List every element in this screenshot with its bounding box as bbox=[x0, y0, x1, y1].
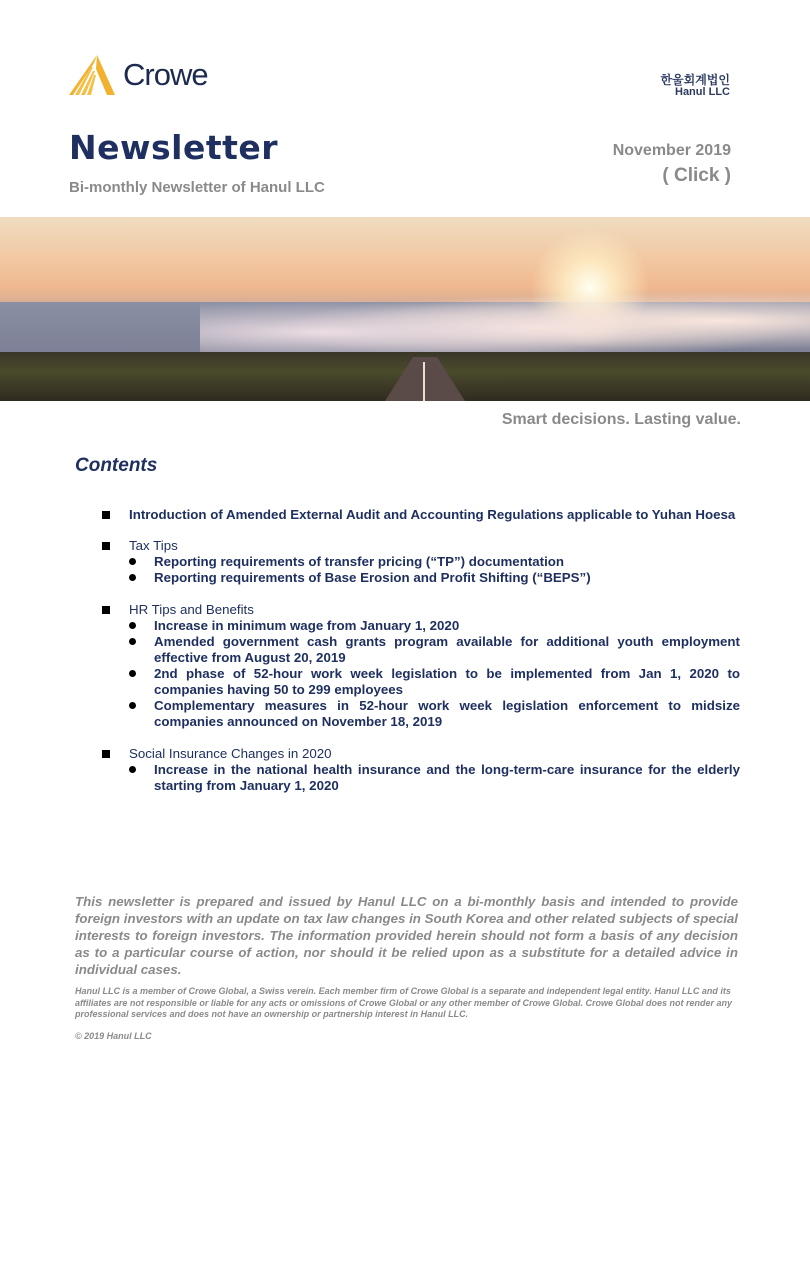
click-link[interactable]: ( Click ) bbox=[662, 165, 731, 186]
round-bullet-icon bbox=[129, 558, 136, 565]
round-bullet-icon bbox=[129, 638, 136, 645]
firm-name-korean: 한울회계법인 bbox=[660, 73, 730, 87]
square-bullet-icon bbox=[102, 750, 110, 758]
copyright-notice: © 2019 Hanul LLC bbox=[75, 1031, 152, 1041]
crowe-logo bbox=[69, 55, 219, 97]
toc-item-label[interactable]: Increase in the national health insurance and the long-term-care insurance for the elderly starting from January 1, 2020 bbox=[154, 762, 740, 793]
table-of-contents bbox=[100, 507, 740, 810]
toc-item-label[interactable]: Amended government cash grants program available for additional youth employment effective from August 20, 2019 bbox=[154, 634, 740, 665]
square-bullet-icon bbox=[102, 542, 110, 550]
toc-section-tax-tips bbox=[100, 538, 740, 586]
issue-date: November 2019 bbox=[612, 142, 731, 159]
round-bullet-icon bbox=[129, 702, 136, 709]
logo-text: Crowe bbox=[123, 57, 208, 92]
square-bullet-icon bbox=[102, 606, 110, 614]
toc-item-label[interactable]: Reporting requirements of transfer pricing (“TP”) documentation bbox=[154, 554, 565, 569]
round-bullet-icon bbox=[129, 574, 136, 581]
newsletter-subtitle: Bi-monthly Newsletter of Hanul LLC bbox=[69, 179, 325, 196]
contents-heading: Contents bbox=[75, 455, 158, 476]
toc-item-label[interactable]: 2nd phase of 52-hour work week legislation to be implemented from Jan 1, 2020 to companies having 50 to 299 employees bbox=[154, 666, 740, 697]
tagline: Smart decisions. Lasting value. bbox=[501, 411, 741, 428]
firm-name-block bbox=[660, 74, 730, 98]
toc-item[interactable] bbox=[127, 666, 740, 698]
toc-item[interactable] bbox=[127, 698, 740, 730]
round-bullet-icon bbox=[129, 622, 136, 629]
crowe-peak-icon bbox=[69, 55, 115, 97]
banner-clouds bbox=[200, 287, 810, 362]
round-bullet-icon bbox=[129, 670, 136, 677]
toc-item[interactable] bbox=[127, 554, 740, 570]
toc-section-label: HR Tips and Benefits bbox=[129, 602, 254, 617]
round-bullet-icon bbox=[129, 766, 136, 773]
newsletter-title: Newsletter bbox=[69, 128, 279, 167]
disclaimer-text: This newsletter is prepared and issued by Hanul LLC on a bi-monthly basis and intended to provide foreign investors with an update on tax law changes in South Korea and other related subjects of special interests to foreign investors. The information provided herein should not form a basis of any decision as to a particular course of action, nor should it be relied upon as a substitute for a detailed advice in individual cases. bbox=[75, 894, 738, 977]
toc-section-audit[interactable] bbox=[100, 507, 740, 523]
toc-section-label: Tax Tips bbox=[129, 538, 178, 553]
toc-item-label[interactable]: Complementary measures in 52-hour work week legislation enforcement to midsize companies announced on November 18, 2019 bbox=[154, 698, 740, 729]
firm-name-english: Hanul LLC bbox=[675, 86, 730, 98]
toc-item[interactable] bbox=[127, 762, 740, 794]
toc-section-social-insurance bbox=[100, 746, 740, 794]
toc-item[interactable] bbox=[127, 618, 740, 634]
banner-road-line bbox=[423, 362, 425, 401]
toc-section-hr bbox=[100, 602, 740, 730]
toc-item-label[interactable]: Increase in minimum wage from January 1, 2020 bbox=[154, 618, 460, 633]
square-bullet-icon bbox=[102, 511, 110, 519]
legal-notice: Hanul LLC is a member of Crowe Global, a Swiss verein. Each member firm of Crowe Global is a separate and independent legal entity. Hanul LLC and its affiliates are not responsible or liable for any acts or omissions of Crowe Global or any other member of Crowe Global. Crowe Global does not render any professional services and does not have an ownership or partnership interest in Hanul LLC. bbox=[75, 986, 732, 1019]
toc-section-label: Social Insurance Changes in 2020 bbox=[129, 746, 332, 761]
banner-image bbox=[0, 217, 810, 401]
toc-section-label[interactable]: Introduction of Amended External Audit and Accounting Regulations applicable to Yuhan Hoesa bbox=[129, 507, 736, 522]
toc-item[interactable] bbox=[127, 634, 740, 666]
toc-item-label[interactable]: Reporting requirements of Base Erosion and Profit Shifting (“BEPS”) bbox=[154, 570, 591, 585]
toc-item[interactable] bbox=[127, 570, 740, 586]
